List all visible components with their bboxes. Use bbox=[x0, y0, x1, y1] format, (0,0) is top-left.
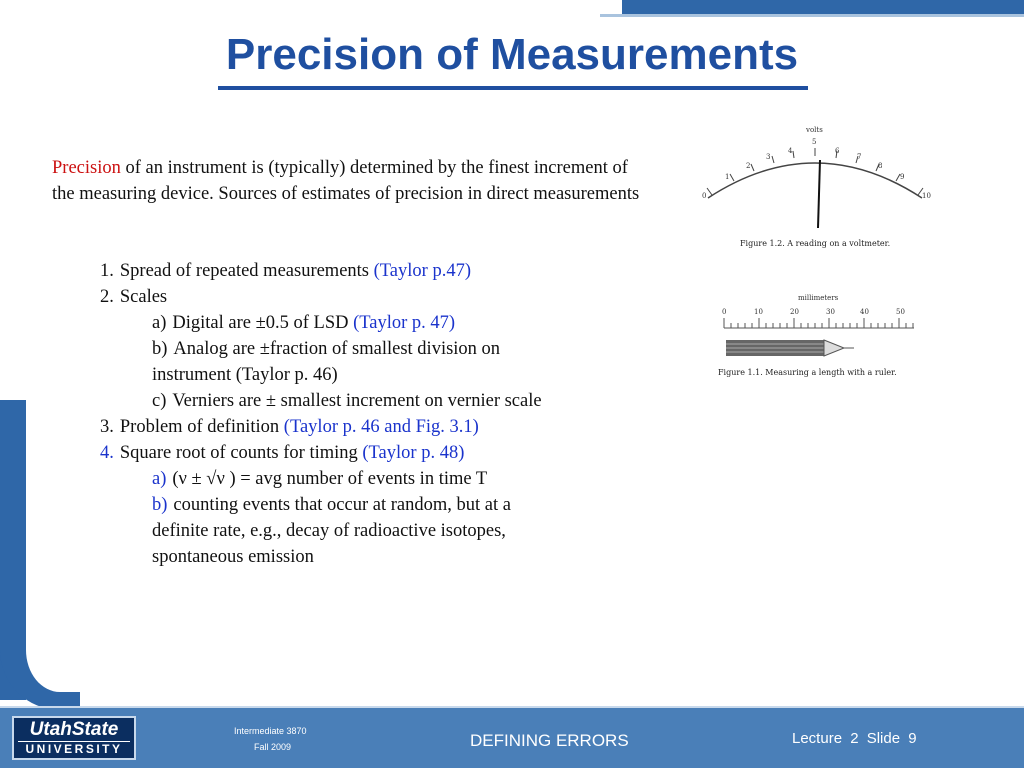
intro-term: Precision bbox=[52, 158, 121, 178]
svg-text:50: 50 bbox=[896, 308, 905, 316]
svg-text:9: 9 bbox=[900, 173, 905, 181]
slide-title: Precision of Measurements bbox=[225, 30, 799, 79]
svg-text:volts: volts bbox=[806, 126, 823, 134]
svg-text:10: 10 bbox=[922, 192, 931, 200]
intro-text: of an instrument is (typically) determined by the finest increment of the measuring device. Sources of estimates of precision in direct measurements bbox=[52, 158, 640, 204]
list-item: 2. Scales bbox=[100, 287, 168, 307]
svg-text:4: 4 bbox=[788, 147, 793, 155]
list-item-continuation: instrument (Taylor p. 46) bbox=[152, 365, 338, 385]
svg-text:6: 6 bbox=[835, 147, 840, 155]
title-underline bbox=[218, 86, 808, 90]
svg-text:0: 0 bbox=[722, 308, 727, 316]
svg-text:20: 20 bbox=[790, 308, 799, 316]
list-item: a) Digital are ±0.5 of LSD (Taylor p. 47) bbox=[152, 313, 456, 333]
svg-text:40: 40 bbox=[860, 308, 869, 316]
svg-text:10: 10 bbox=[754, 308, 763, 316]
course-label: Intermediate 3870 bbox=[234, 726, 307, 736]
svg-text:3: 3 bbox=[766, 153, 771, 161]
svg-text:0: 0 bbox=[702, 192, 707, 200]
pencil-tip bbox=[824, 340, 844, 356]
svg-text:2: 2 bbox=[746, 162, 751, 170]
voltmeter-figure bbox=[690, 118, 940, 253]
term-label: Fall 2009 bbox=[254, 742, 292, 752]
top-accent-line bbox=[600, 14, 1024, 17]
svg-text:5: 5 bbox=[812, 138, 817, 146]
svg-text:1: 1 bbox=[725, 173, 730, 181]
section-label: DEFINING ERRORS bbox=[470, 731, 629, 750]
list-item-continuation: spontaneous emission bbox=[152, 547, 314, 567]
list-item: 4. Square root of counts for timing (Taylor p. 48) bbox=[100, 443, 465, 463]
list-item: c) Verniers are ± smallest increment on vernier scale bbox=[152, 391, 542, 411]
university-logo bbox=[12, 716, 136, 760]
list-item: b) counting events that occur at random, but at a bbox=[152, 495, 511, 515]
needle bbox=[818, 160, 820, 228]
slide-number: Lecture 2 Slide 9 bbox=[792, 730, 917, 747]
logo-subtitle: UNIVERSITY bbox=[18, 741, 130, 756]
list-item: a) (ν ± √ν ) = avg number of events in time T bbox=[152, 469, 488, 489]
ruler-figure bbox=[690, 288, 940, 388]
svg-text:7: 7 bbox=[857, 153, 862, 161]
voltmeter-caption: Figure 1.2. A reading on a voltmeter. bbox=[740, 239, 891, 248]
intro-paragraph bbox=[52, 155, 642, 207]
ruler-caption: Figure 1.1. Measuring a length with a ruler. bbox=[718, 368, 897, 377]
list-item: 1. Spread of repeated measurements (Taylor p.47) bbox=[100, 261, 471, 281]
svg-text:8: 8 bbox=[878, 162, 883, 170]
list-item: b) Analog are ±fraction of smallest division on bbox=[152, 339, 501, 359]
svg-text:30: 30 bbox=[826, 308, 835, 316]
logo-wordmark: UtahState bbox=[29, 719, 119, 740]
top-accent-bar bbox=[622, 0, 1024, 14]
voltmeter-dial bbox=[690, 118, 940, 253]
list-item-continuation: definite rate, e.g., decay of radioactive isotopes, bbox=[152, 521, 506, 541]
slide-body bbox=[52, 155, 642, 567]
list-item: 3. Problem of definition (Taylor p. 46 and Fig. 3.1) bbox=[100, 417, 479, 437]
svg-text:millimeters: millimeters bbox=[798, 294, 839, 302]
